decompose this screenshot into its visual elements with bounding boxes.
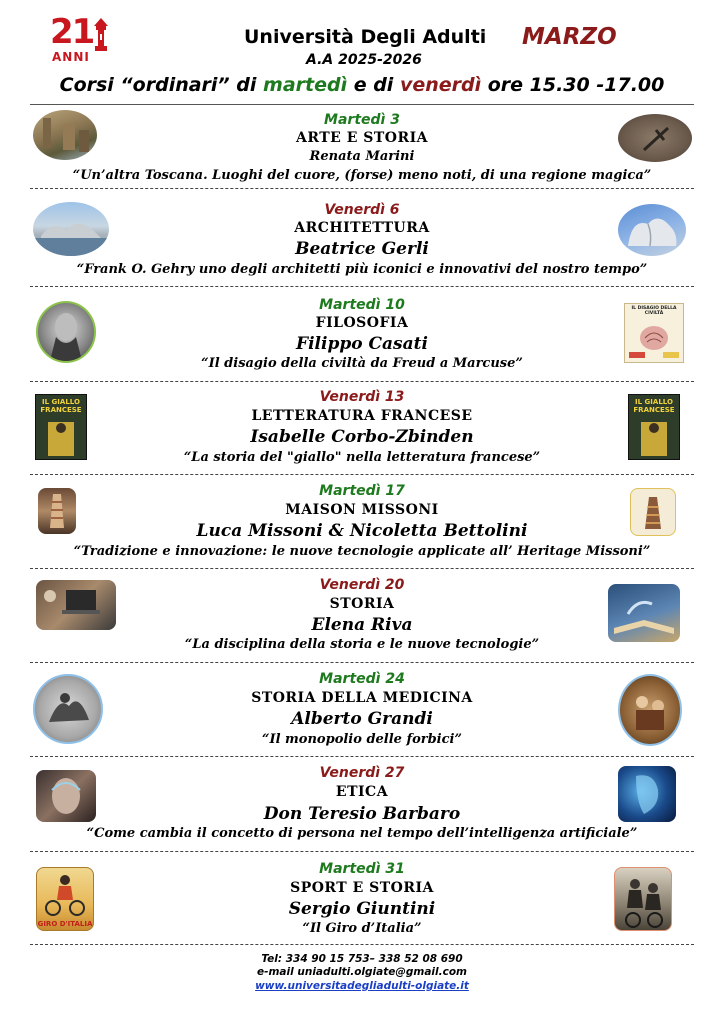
event-topic: “La disciplina della storia e le nuove tecnologie” [184,637,540,652]
academic-year: A.A 2025-2026 [306,52,422,68]
event-topic: “Frank O. Gehry uno degli architetti più iconici e innovativi del nostro tempo” [76,262,648,277]
subtitle-tuesday: martedì [263,74,348,96]
footer-phone: Tel: 334 90 15 753– 338 52 08 690 [261,953,463,965]
disagio-book-label: IL DISAGIO DELLA CIVILTÀ [631,306,677,316]
event-date: Venerdì 20 [319,577,405,593]
event-speaker: Don Teresio Barbaro [263,804,461,824]
subtitle-friday: venerdì [399,74,482,96]
event-topic: “Il disagio della civiltà da Freud a Marcuse” [201,356,523,371]
event-date: Venerdì 6 [324,202,400,218]
event-speaker: Beatrice Gerli [295,239,429,259]
event-date: Martedì 24 [319,671,405,687]
event-category: STORIA [329,596,395,612]
event-category: ARTE E STORIA [295,130,429,146]
event-divider [30,474,694,475]
event-divider [30,851,694,852]
event-topic: “Il monopolio delle forbici” [262,732,462,747]
website-link[interactable]: www.universitadegliadulti-olgiate.it [255,980,469,992]
footer-website [0,980,724,992]
event-date: Venerdì 13 [319,389,405,405]
subtitle-part: e di [347,74,400,96]
logo-word: ANNI [52,50,90,64]
event-divider [30,188,694,189]
event-divider [30,286,694,287]
tower-icon [92,18,110,52]
event-date: Martedì 3 [324,112,400,128]
event-category: SPORT E STORIA [290,880,434,896]
event-speaker: Filippo Casati [296,334,428,354]
event-category: MAISON MISSONI [285,502,439,518]
event-divider [30,756,694,757]
event-category: LETTERATURA FRANCESE [251,408,473,424]
event-category: FILOSOFIA [315,315,409,331]
giallo-book-label: IL GIALLO FRANCESE [40,398,82,414]
logo [50,14,112,64]
event-speaker: Elena Riva [311,615,413,635]
event-speaker: Luca Missoni & Nicoletta Bettolini [196,521,528,541]
event-divider [30,568,694,569]
page-title: Università Degli Adulti [244,26,487,48]
subtitle-part: Corsi “ordinari” di [59,74,264,96]
event-date: Martedì 10 [319,297,405,313]
event-topic: “Tradizione e innovazione: le nuove tecnologie applicate all’ Heritage Missoni” [73,544,651,559]
event-date: Venerdì 27 [319,765,405,781]
event-topic: “Il Giro d’Italia” [302,921,422,936]
event-category: ETICA [335,784,389,800]
giro-poster-label: GIRO D'ITALIA [37,920,93,928]
event-date: Martedì 31 [319,861,405,877]
event-topic: “Come cambia il concetto di persona nel tempo dell’intelligenza artificiale” [86,826,638,841]
event-topic: “Un’altra Toscana. Luoghi del cuore, (forse) meno noti, di una regione magica” [72,168,652,183]
month-label: MARZO [522,24,617,50]
event-speaker: Isabelle Corbo-Zbinden [250,427,474,447]
event-date: Martedì 17 [319,483,405,499]
event-topic: “La storia del "giallo" nella letteratura francese” [183,450,541,465]
logo-number: 21 [50,12,94,52]
header-divider [30,104,694,105]
event-divider [30,662,694,663]
schedule-subtitle [0,74,724,96]
giallo-book-label: IL GIALLO FRANCESE [633,398,675,414]
subtitle-part: ore 15.30 -17.00 [481,74,665,96]
event-category: STORIA DELLA MEDICINA [251,690,473,706]
event-divider [30,381,694,382]
event-speaker: Alberto Grandi [291,709,433,729]
event-speaker: Renata Marini [309,149,415,164]
event-divider [30,944,694,945]
event-category: ARCHITETTURA [294,220,430,236]
footer-email: e-mail uniadulti.olgiate@gmail.com [257,966,467,978]
event-speaker: Sergio Giuntini [288,899,436,919]
